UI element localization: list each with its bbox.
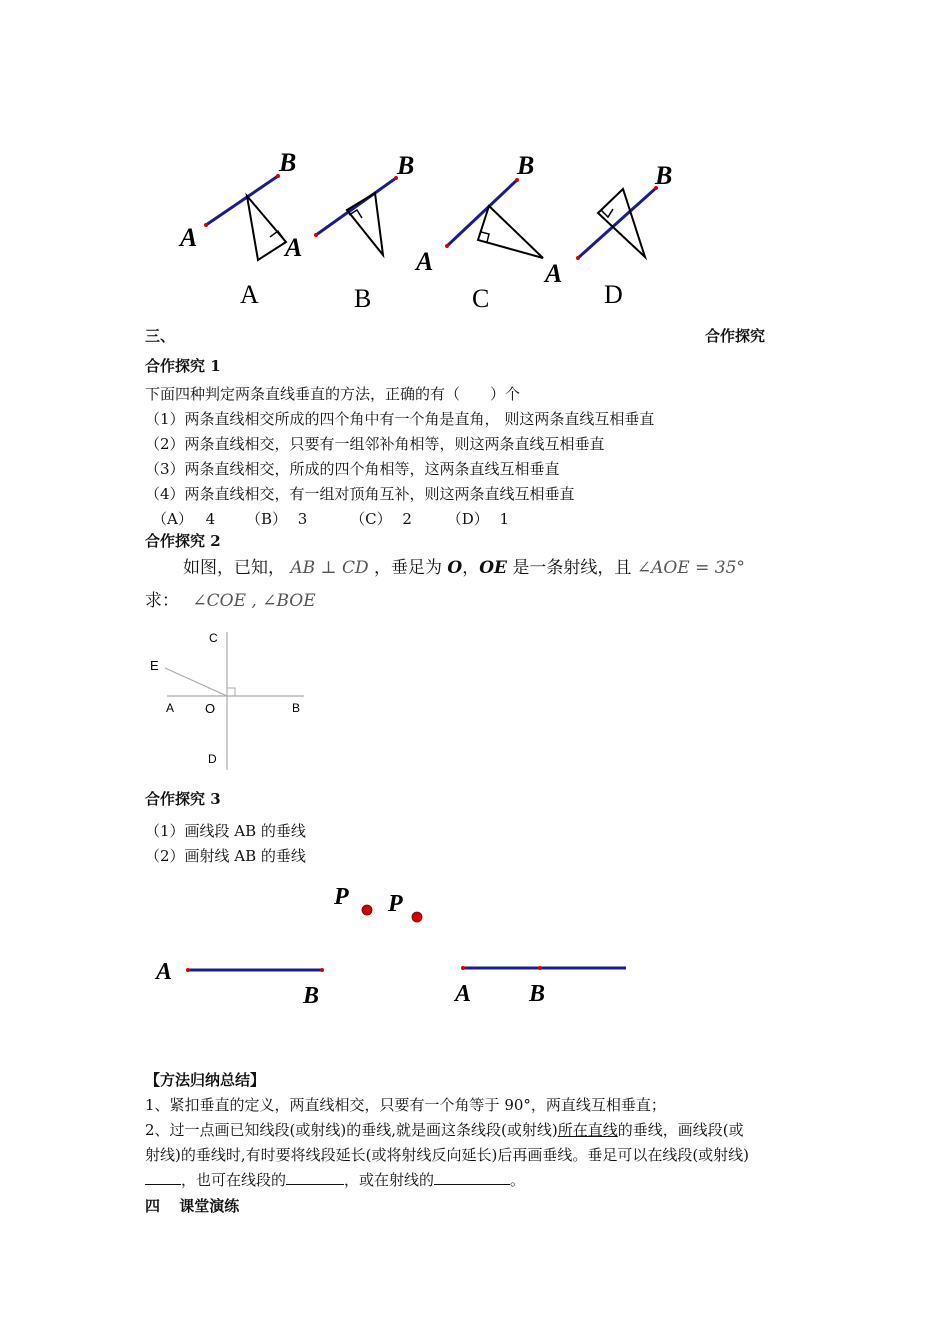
label-a: A (156, 959, 173, 985)
figure-option-d (576, 161, 672, 309)
figure-option-a (178, 148, 302, 309)
triangle-ruler-figure (0, 130, 950, 320)
figure-option-c (414, 151, 562, 313)
point-a (445, 244, 449, 248)
figure-option-b (314, 151, 414, 313)
triangle-ruler (347, 193, 383, 255)
line-ab (316, 178, 396, 235)
label-a-2: A (545, 259, 563, 288)
label-p: P (334, 884, 349, 910)
triangle-ruler (247, 196, 286, 260)
blank-1[interactable] (145, 1168, 181, 1185)
section3-label: 三、 (145, 327, 176, 345)
angle-aoe: ∠AOE = 35° (636, 558, 745, 578)
summary-heading: 【方法归纳总结】 (145, 1071, 266, 1089)
caption-d: D (604, 280, 623, 309)
label-b: B (529, 981, 546, 1007)
given-mid2: 是一条射线，且 (512, 558, 632, 578)
blank-3[interactable] (434, 1168, 510, 1185)
summary-line2 (145, 1118, 744, 1142)
option-value: 4 (205, 510, 216, 528)
option-value: 2 (402, 510, 412, 528)
line-ab (206, 176, 278, 225)
label-o: O (205, 701, 216, 716)
ray-oe: OE (479, 558, 508, 578)
option-label: （D） (446, 510, 489, 528)
label-b: B (279, 148, 297, 177)
caption-a: A (240, 280, 259, 309)
blank-2[interactable] (286, 1168, 344, 1185)
section3-title: 合作探究 (705, 327, 766, 345)
label-a: A (455, 981, 472, 1007)
point-a (576, 256, 580, 260)
right-angle-mark (601, 209, 613, 217)
summary-line2-b: 的垂线，画线段(或 (617, 1121, 744, 1139)
perpendicular-figure (140, 625, 320, 775)
point-a (186, 968, 190, 972)
summary-line1: 1、紧扣垂直的定义，两直线相交，只要有一个角等于 90°，两直线互相垂直； (145, 1096, 666, 1114)
label-a-2: A (285, 233, 303, 262)
label-e: E (150, 658, 159, 673)
summary-line2-underlined: 所在直线 (557, 1121, 618, 1139)
triangle-ruler (598, 189, 645, 257)
point-b (538, 966, 542, 970)
point-a (204, 223, 208, 227)
label-c: C (209, 631, 218, 645)
line-ab (447, 180, 517, 246)
label-b: B (397, 151, 415, 180)
summary-line3: 射线)的垂线时,有时要将线段延长(或将射线反向延长)后再画垂线。垂足可以在线段(或射线) (145, 1146, 750, 1164)
option-value: 3 (297, 510, 308, 528)
explore1-item: （1）两条直线相交所成的四个角中有一个角是直角， 则这两条直线互相垂直 (145, 410, 655, 428)
section4-heading (145, 1194, 239, 1218)
point-p (412, 912, 422, 922)
given-prefix: 如图，已知， (183, 558, 285, 578)
explore1-item: （2）两条直线相交，只要有一组邻补角相等，则这两条直线互相垂直 (145, 435, 605, 453)
summary-line2-a: 2、过一点画已知线段(或射线)的垂线,就是画这条线段(或射线) (145, 1121, 558, 1139)
section4-title: 课堂演练 (179, 1197, 240, 1215)
label-a: A (416, 247, 434, 276)
given-mid: ，垂足为 (374, 558, 443, 578)
point-b (320, 968, 324, 972)
explore3-item: （1）画线段 AB 的垂线 (145, 822, 306, 840)
point-p (362, 905, 372, 915)
section4-label: 四 (145, 1197, 161, 1215)
label-d: D (208, 752, 217, 766)
given-math: AB ⊥ CD (290, 558, 369, 578)
option-label: （A） (152, 510, 193, 528)
explore1-item: （4）两条直线相交，有一组对顶角互补，则这两条直线互相垂直 (145, 485, 575, 503)
caption-c: C (472, 284, 490, 313)
option-label: （C） (350, 510, 392, 528)
caption-b: B (354, 284, 372, 313)
ask-math: ∠COE , ∠BOE (192, 591, 316, 611)
explore2-heading: 合作探究 2 (145, 532, 221, 550)
segment-ray-figure (140, 875, 640, 1015)
summary-line4-b: ，或在射线的 (344, 1171, 435, 1189)
point-a (461, 966, 465, 970)
option-value: 1 (499, 510, 510, 528)
comma: ， (462, 558, 480, 578)
explore3-item: （2）画射线 AB 的垂线 (145, 847, 306, 865)
explore1-options (152, 507, 509, 531)
summary-line4 (145, 1168, 525, 1192)
point-o: O (447, 558, 463, 578)
explore1-question: 下面四种判定两条直线垂直的方法，正确的有（ ）个 (145, 385, 521, 403)
explore3-heading: 合作探究 3 (145, 790, 221, 808)
label-b: B (517, 151, 535, 180)
right-angle-mark (227, 688, 235, 696)
line-ab (578, 188, 656, 258)
explore1-heading: 合作探究 1 (145, 357, 221, 375)
option-label: （B） (245, 510, 287, 528)
label-p: P (388, 891, 403, 917)
point-a (314, 233, 318, 237)
ray-oe (165, 668, 227, 696)
label-b: B (303, 983, 320, 1009)
explore2-given (183, 555, 745, 581)
label-a: A (180, 223, 198, 252)
triangle-ruler (478, 206, 543, 258)
explore2-ask (145, 588, 316, 614)
summary-line4-a: ，也可在线段的 (181, 1171, 287, 1189)
ask-prefix: 求： (145, 591, 179, 611)
summary-line4-c: 。 (510, 1171, 526, 1189)
label-a: A (166, 701, 175, 715)
label-b: B (655, 161, 673, 190)
explore1-item: （3）两条直线相交，所成的四个角相等，这两条直线互相垂直 (145, 460, 560, 478)
label-b: B (292, 701, 301, 715)
